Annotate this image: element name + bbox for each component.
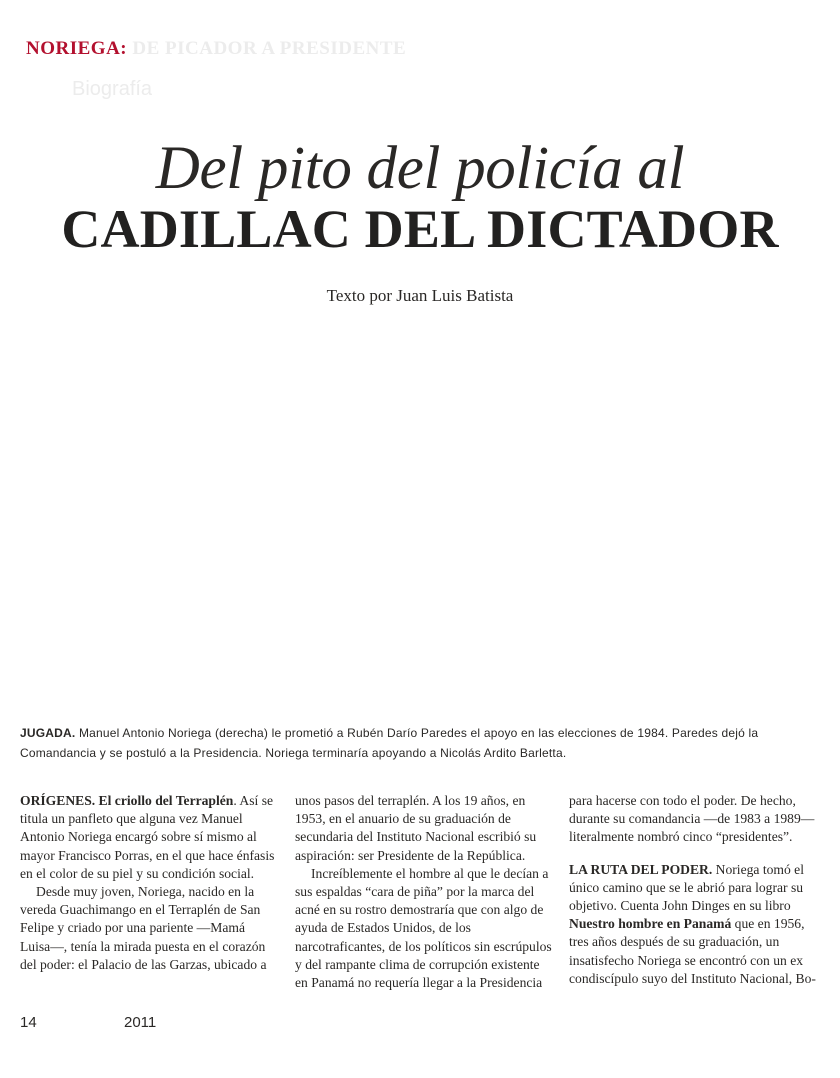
article-column-1: [20, 792, 278, 974]
issue-year: 2011: [124, 1014, 157, 1031]
caption-text: Manuel Antonio Noriega (derecha) le prometió a Rubén Darío Paredes el apoyo en las elecciones de 1984. Paredes dejó la Comandancia y se postuló a la Presidencia. Noriega terminaría apoyando a Nicolás Ardito Barletta.: [20, 726, 759, 760]
section-tag: [26, 38, 406, 60]
paragraph: Increíblemente el hombre al que le decían a sus espaldas “cara de piña” por la marca del acné en su rostro demostraría que con algo de ayuda de Estados Unidos, de los narcotraficantes, de los políticos sin escrúpulos y del rampante clima de corrupción existente en Panamá no requería llegar a la Presidencia: [295, 865, 552, 991]
section-lead-ruta: LA RUTA DEL PODER.: [569, 861, 713, 877]
photo-caption: [20, 723, 820, 763]
paragraph: [569, 861, 827, 988]
section-tag-noriega: NORIEGA:: [26, 38, 128, 59]
paragraph: para hacerse con todo el poder. De hecho, durante su comandancia —de 1983 a 1989— literalmente nombró cinco “presidentes”.: [569, 793, 815, 845]
section-subtitle: Biografía: [72, 78, 153, 100]
paragraph: unos pasos del terraplén. A los 19 años, en 1953, en el anuario de su graduación de secundaria del Instituto Nacional escribió su aspiración: ser Presidente de la República.: [295, 793, 537, 863]
article-column-2: [295, 792, 553, 992]
paragraph-text: Noriega tomó el único camino que se le abrió para lograr su objetivo. Cuenta John Dinges en su libro: [569, 861, 804, 914]
book-title: Nuestro hombre en Panamá: [569, 916, 732, 932]
caption-lead: JUGADA.: [20, 726, 76, 740]
headline-line-1: Del pito del policía al: [155, 135, 685, 202]
paragraph: [20, 792, 278, 883]
article-column-3: [569, 792, 827, 988]
paragraph: Desde muy joven, Noriega, nacido en la vereda Guachimango en el Terraplén de San Felipe y criado por una pariente —Mamá Luisa—, tenía la mirada puesta en el corazón del poder: el Palacio de las Garzas, ubicado a: [20, 884, 267, 972]
paragraph-text: que en 1956, tres años después de su graduación, un insatisfecho Noriega se encontró con un ex condiscípulo suyo del Instituto Nacional, Bo-: [569, 916, 816, 986]
section-lead-origenes: ORÍGENES. El criollo del Terraplén: [20, 793, 234, 808]
paragraph-text: . Así se titula un panfleto que alguna vez Manuel Antonio Noriega encargó sobre sí mismo al mayor Francisco Porras, en el que hace énfasis en el color de su piel y su condición social.: [20, 793, 275, 881]
byline: Texto por Juan Luis Batista: [326, 286, 514, 305]
page-number: 14: [20, 1014, 37, 1031]
section-tag-faded: DE PICADOR A PRESIDENTE: [127, 38, 407, 59]
headline-line-2: CADILLAC DEL DICTADOR: [61, 199, 779, 259]
